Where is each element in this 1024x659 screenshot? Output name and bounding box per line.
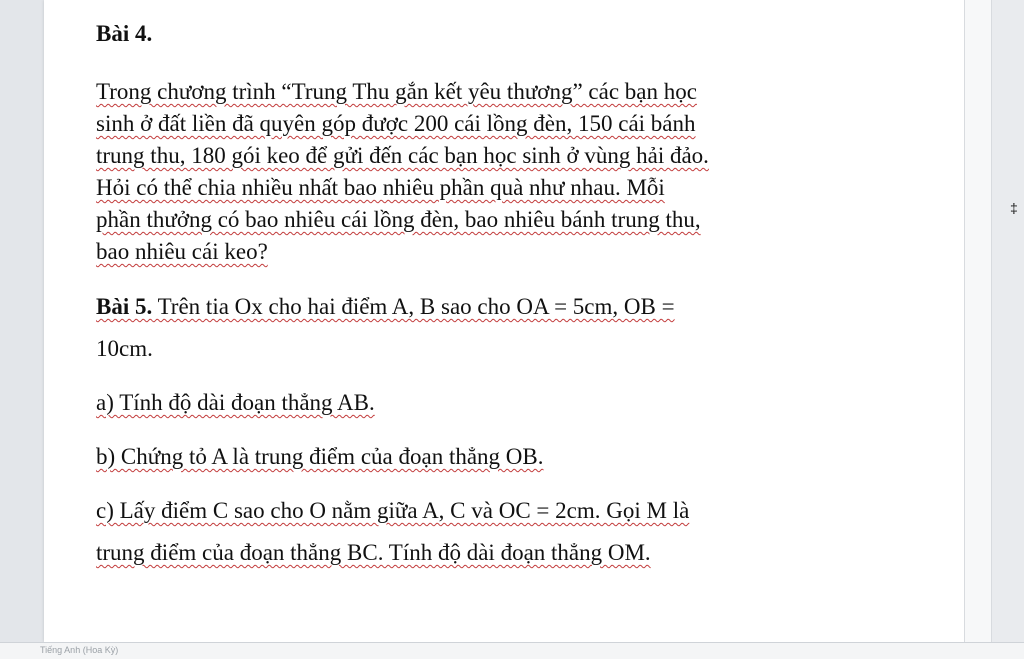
document-content (96, 18, 896, 574)
status-bar (0, 642, 1024, 659)
problem-5-part-c-line-1: c) Lấy điểm C sao cho O nằm giữa A, C và OC = 2cm. Gọi M là (96, 498, 690, 523)
problem-4-line-3: trung thu, 180 gói keo để gửi đến các bạn học sinh ở vùng hải đảo. (96, 143, 709, 168)
problem-5-line-1 (96, 286, 896, 328)
problem-4-line-4: Hỏi có thể chia nhiều nhất bao nhiêu phần quà như nhau. Mỗi (96, 175, 665, 200)
problem-5-part-a: a) Tính độ dài đoạn thẳng AB. (96, 390, 375, 415)
vertical-scrollbar[interactable] (964, 0, 992, 642)
right-background (990, 0, 1024, 658)
problem-5-line-2: 10cm. (96, 336, 153, 361)
cursor-marker: ‡ (1010, 200, 1018, 216)
problem-4-line-5: phần thưởng có bao nhiêu cái lồng đèn, bao nhiêu bánh trung thu, (96, 207, 701, 232)
problem-5-label: Bài 5. (96, 294, 153, 319)
problem-4-body (96, 76, 896, 268)
problem-5 (96, 286, 896, 370)
problem-5-part-c-line-2: trung điểm của đoạn thẳng BC. Tính độ dài đoạn thẳng OM. (96, 540, 651, 565)
problem-5-statement: Trên tia Ox cho hai điểm A, B sao cho OA = 5cm, OB = (152, 294, 675, 319)
problem-4-line-2: sinh ở đất liền đã quyên góp được 200 cái lồng đèn, 150 cái bánh (96, 111, 696, 136)
left-background (0, 0, 44, 658)
problem-5-part-c (96, 490, 896, 574)
problem-4-line-6: bao nhiêu cái keo? (96, 239, 268, 264)
problem-4-title: Bài 4. (96, 21, 153, 46)
problem-4-line-1: Trong chương trình “Trung Thu gắn kết yêu thương” các bạn học (96, 79, 697, 104)
language-status[interactable]: Tiếng Anh (Hoa Kỳ) (40, 645, 119, 655)
problem-5-part-b: b) Chứng tỏ A là trung điểm của đoạn thẳng OB. (96, 444, 544, 469)
